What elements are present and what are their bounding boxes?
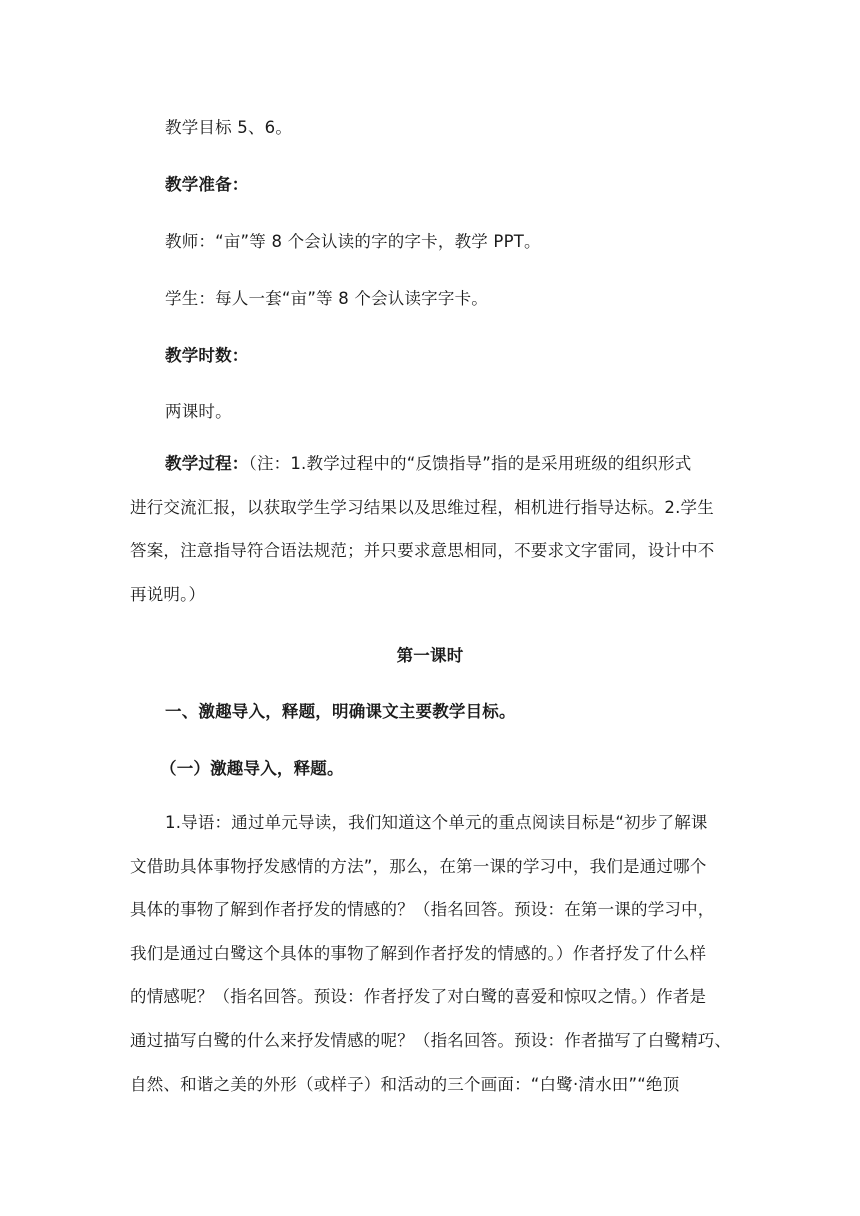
section-one-heading: 一、激趣导入，释题，明确课文主要教学目标。	[165, 702, 516, 721]
teaching-hours-value: 两课时。	[165, 402, 232, 421]
guide-line: 自然、和谐之美的外形（或样子）和活动的三个画面：“白鹭·清水田”“绝顶	[130, 1074, 680, 1094]
preparation-heading: 教学准备：	[165, 175, 249, 194]
guide-line: 具体的事物了解到作者抒发的情感的？（指名回答。预设：在第一课的学习中，	[130, 900, 715, 920]
subsection-one-heading: （一）激趣导入，释题。	[160, 759, 344, 778]
teaching-process-line: 进行交流汇报，以获取学生学习结果以及思维过程，相机进行指导达标。2.学生	[130, 497, 714, 517]
lesson-title: 第一课时	[396, 646, 464, 665]
teaching-process-note: （注：1.教学过程中的“反馈指导”指的是采用班级的组织形式	[248, 454, 692, 473]
teaching-hours-heading: 教学时数：	[165, 346, 249, 365]
guide-line: 我们是通过白鹭这个具体的事物了解到作者抒发的情感的。）作者抒发了什么样	[130, 943, 707, 963]
teaching-process-label: 教学过程：	[165, 454, 249, 473]
guide-line: 1.导语：通过单元导读，我们知道这个单元的重点阅读目标是“初步了解课	[165, 813, 708, 832]
teaching-process-line: 答案，注意指导符合语法规范；并只要求意思相同，不要求文字雷同，设计中不	[130, 541, 715, 561]
student-preparation: 学生：每人一套“亩”等 8 个会认读字字卡。	[165, 289, 488, 308]
teaching-process-paragraph	[130, 452, 730, 626]
guide-paragraph	[130, 811, 730, 1116]
teaching-process-line	[130, 452, 730, 496]
guide-line: 通过描写白鹭的什么来抒发情感的呢？（指名回答。预设：作者描写了白鹭精巧、	[130, 1030, 732, 1050]
guide-line: 文借助具体事物抒发感情的方法”，那么，在第一课的学习中，我们是通过哪个	[130, 856, 707, 876]
teaching-goal-reference: 教学目标 5、6。	[165, 118, 293, 137]
teaching-process-line: 再说明。）	[130, 584, 206, 604]
guide-line: 的情感呢？（指名回答。预设：作者抒发了对白鹭的喜爱和惊叹之情。）作者是	[130, 987, 707, 1007]
teacher-preparation: 教师：“亩”等 8 个会认读的字的字卡，教学 PPT。	[165, 232, 541, 251]
